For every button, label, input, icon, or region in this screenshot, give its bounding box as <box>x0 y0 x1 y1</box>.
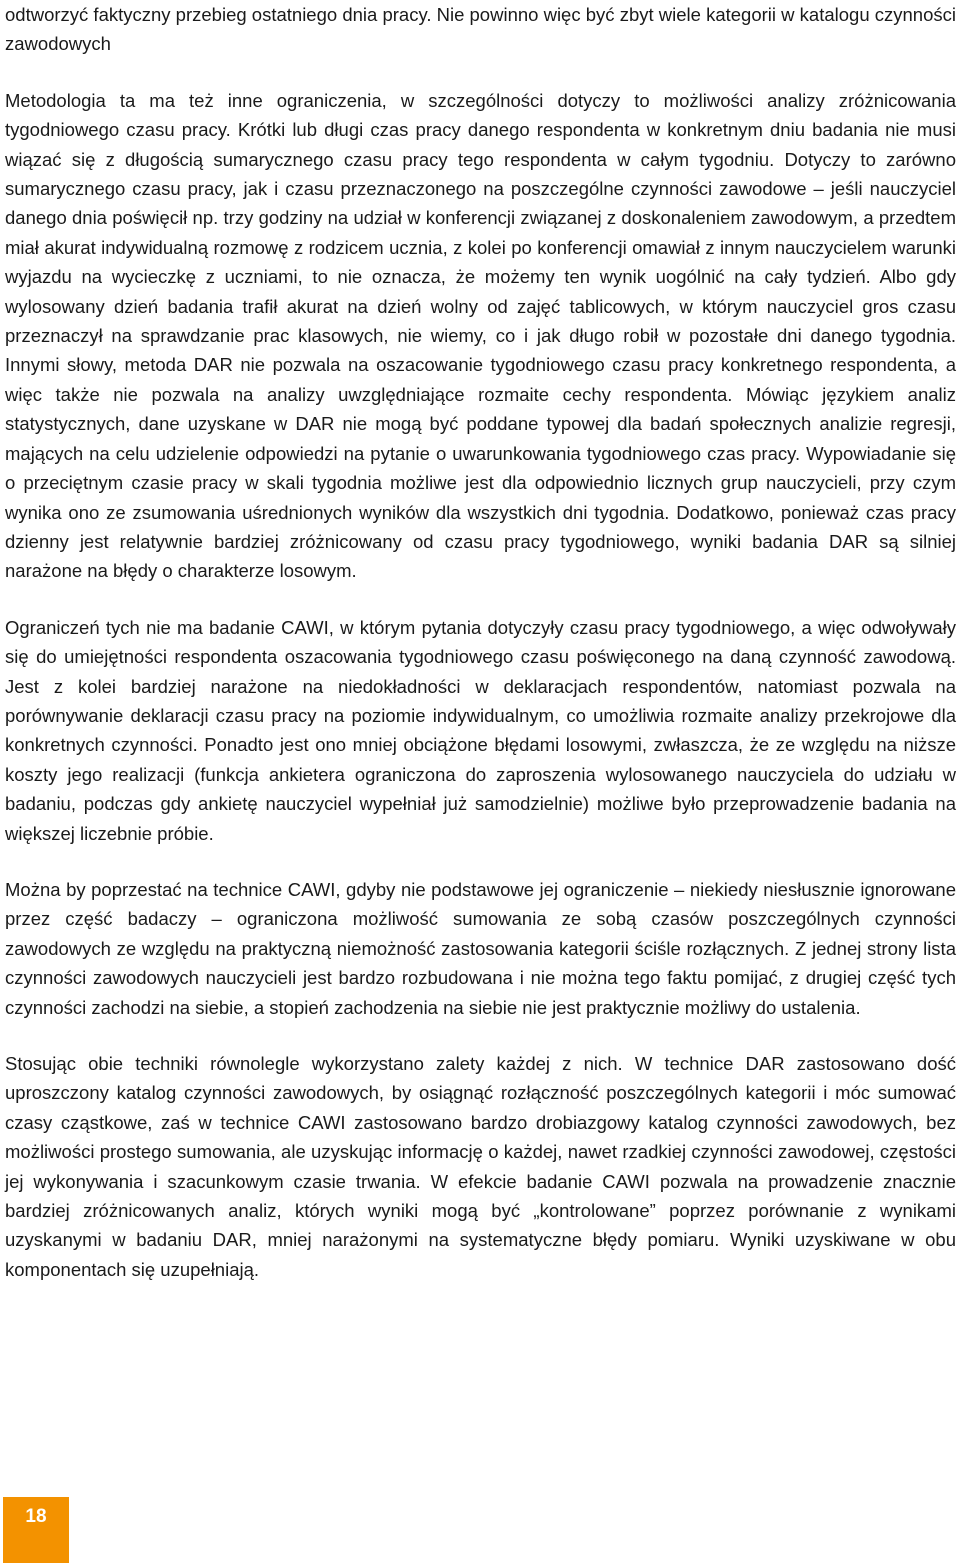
paragraph-4: Można by poprzestać na technice CAWI, gdyby nie podstawowe jej ograniczenie – niekiedy niesłusznie ignorowane przez część badaczy – ograniczona możliwość sumowania ze sobą czasów poszczególnych czynności zawodowych ze względu na praktyczną niemożność zastosowania kategorii ściśle rozłącznych. Z jednej strony lista czynności zawodowych nauczycieli jest bardzo rozbudowana i nie można tego faktu pomijać, z drugiej część tych czynności zachodzi na siebie, a stopień zachodzenia na siebie nie jest praktycznie możliwy do ustalenia. <box>5 878 956 1018</box>
page-number-badge <box>3 1497 69 1563</box>
paragraph-2: Metodologia ta ma też inne ograniczenia, w szczególności dotyczy to możliwości analizy zróżnicowania tygodniowego czasu pracy. Krótki lub długi czas pracy danego respondenta w konkretnym dniu badania nie musi wiązać się z długością sumarycznego czasu pracy tego respondenta w całym tygodniu. Dotyczy to zarówno sumarycznego czasu pracy, jak i czasu przeznaczonego na poszczególne czynności zawodowe – jeśli nauczyciel danego dnia poświęcił np. trzy godziny na udział w konferencji związanej z doskonaleniem zawodowym, a przedtem miał akurat indywidualną rozmowę z rodzicem ucznia, z kolei po konferencji omawiał z innym nauczycielem warunki wyjazdu na wycieczkę z uczniami, to nie oznacza, że możemy ten wynik uogólnić na cały tydzień. Albo gdy wylosowany dzień badania trafił akurat na dzień wolny od zajęć tablicowych, w którym nauczyciel gros czasu przeznaczył na sprawdzanie prac klasowych, nie wiemy, co i jak długo robił w pozostałe dni danego tygodnia. Innymi słowy, metoda DAR nie pozwala na oszacowanie tygodniowego czasu pracy konkretnego respondenta, a więc także nie pozwala na analizy uwzględniające rozmaite cechy respondenta. Mówiąc językiem analiz statystycznych, dane uzyskane w DAR nie mogą być poddane typowej dla badań społecznych analizie regresji, mających na celu udzielenie odpowiedzi na pytanie o uwarunkowania tygodniowego czas pracy. Wypowiadanie się o przeciętnym czasie pracy w skali tygodnia możliwe jest dla odpowiednio licznych grup nauczycieli, przy czym wynika ono ze zsumowania uśrednionych wyników dla wszystkich dni tygodnia. Dodatkowo, ponieważ czas pracy dzienny jest relatywnie bardziej zróżnicowany od czasu pracy tygodniowego, wyniki badania DAR są silniej narażone na błędy o charakterze losowym. <box>5 89 956 582</box>
paragraph-1: odtworzyć faktyczny przebieg ostatniego dnia pracy. Nie powinno więc być zbyt wiele kategorii w katalogu czynności zawodowych <box>5 4 956 55</box>
document-body <box>5 0 956 1284</box>
paragraph-5: Stosując obie techniki równolegle wykorzystano zalety każdej z nich. W technice DAR zastosowano dość uproszczony katalog czynności zawodowych, by osiągnąć rozłączność poszczególnych kategorii i móc sumować czasy cząstkowe, zaś w technice CAWI zastosowano bardzo drobiazgowy katalog czynności zawodowych, bez możliwości prostego sumowania, ale uzyskując informację o każdej, nawet rzadkiej czynności zawodowej, częstości jej wykonywania i szacunkowym czasie trwania. W efekcie badanie CAWI pozwala na prowadzenie znacznie bardziej zróżnicowanych analiz, których wyniki mogą być „kontrolowane” poprzez porównanie z wynikami uzyskanymi w badaniu DAR, mniej narażonymi na systematyczne błędy pomiaru. Wyniki uzyskiwane w obu komponentach się uzupełniają. <box>5 1053 956 1280</box>
paragraph-3: Ograniczeń tych nie ma badanie CAWI, w którym pytania dotyczyły czasu pracy tygodniowego, a więc odwoływały się do umiejętności respondenta oszacowania tygodniowego czasu poświęconego na daną czynność zawodową. Jest z kolei bardziej narażone na niedokładności w deklaracjach respondentów, natomiast pozwala na porównywanie deklaracji czasu pracy na poziomie indywidualnym, co umożliwia rozmaite analizy przekrojowe dla konkretnych czynności. Ponadto jest ono mniej obciążone błędami losowymi, zwłaszcza, że ze względu na niższe koszty jego realizacji (funkcja ankietera ograniczona do zaproszenia wylosowanego nauczyciela do udziału w badaniu, podczas gdy ankietę nauczyciel wypełniał już samodzielnie) możliwe było przeprowadzenie badania na większej liczebnie próbie. <box>5 616 956 844</box>
page-number: 18 <box>25 1506 47 1527</box>
